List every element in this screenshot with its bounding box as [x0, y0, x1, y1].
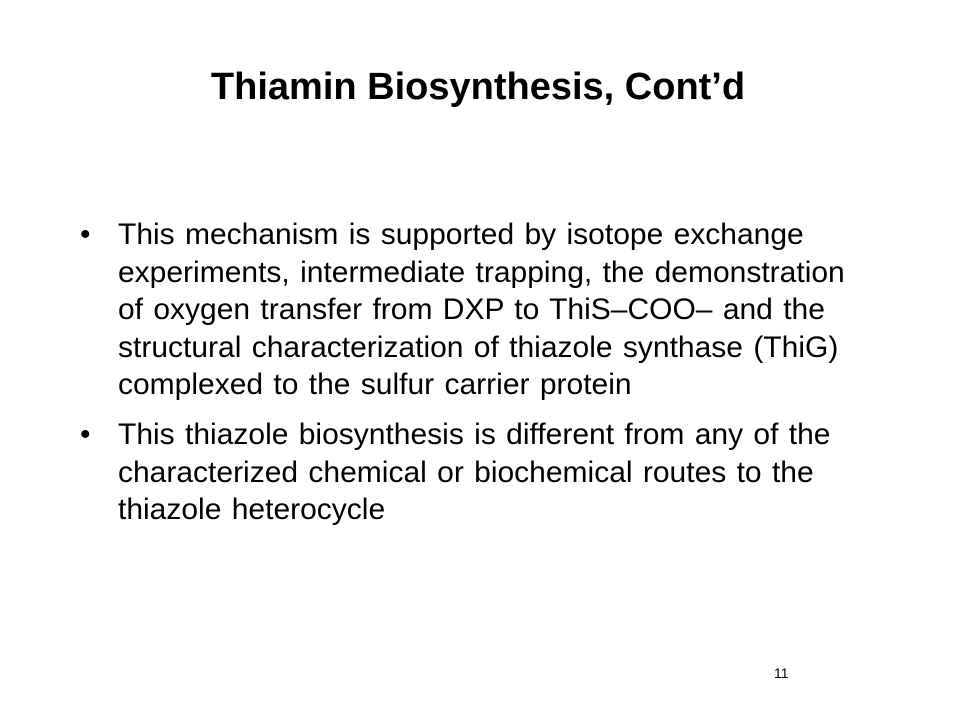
- bullet-list: [80, 216, 870, 529]
- bullet-marker: •: [80, 417, 91, 451]
- bullet-item-thiazole-difference: [80, 416, 870, 529]
- page-number: 11: [774, 665, 789, 681]
- bullet-item-mechanism-support: [80, 216, 870, 404]
- bullet-text: This thiazole biosynthesis is different from any of the characterized chemical or biochemical routes to the thiazole heterocycle: [118, 417, 831, 527]
- bullet-marker: •: [80, 218, 91, 251]
- bullet-text: This mechanism is supported by isotope exchange experiments, intermediate trapping, the demonstration of oxygen transfer from DXP to ThiS–COO– and the structural characterization of thiazole synthase (ThiG) complexed to the sulfur carrier protein: [118, 218, 845, 402]
- slide-title: Thiamin Biosynthesis, Cont’d: [210, 66, 746, 108]
